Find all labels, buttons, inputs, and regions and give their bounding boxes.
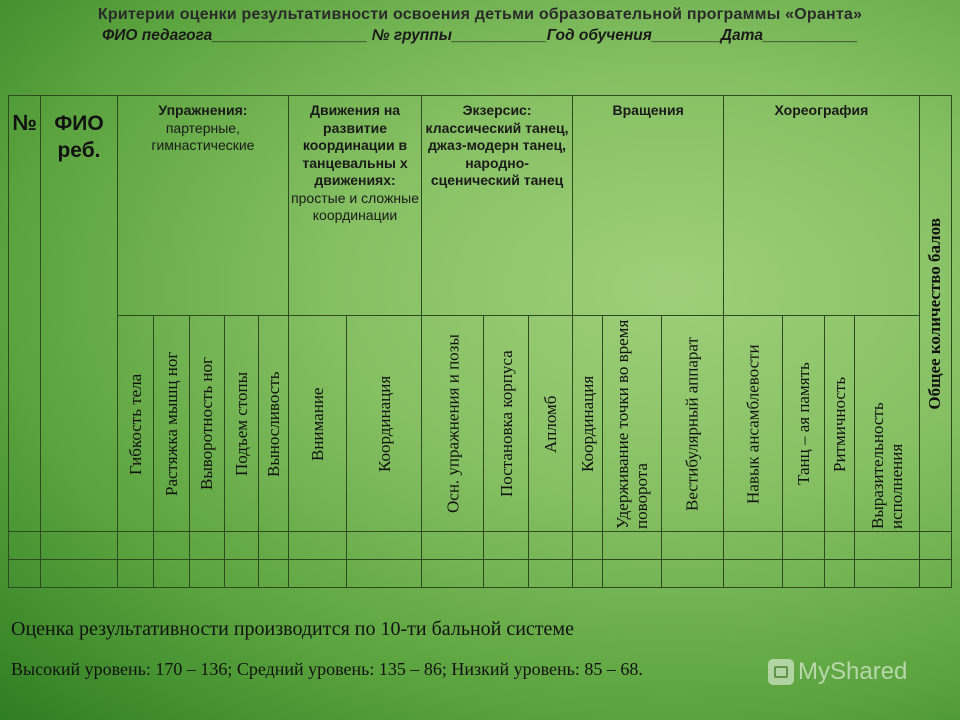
table-cell[interactable]	[258, 560, 288, 588]
table-cell[interactable]	[117, 532, 153, 560]
criteria-table	[8, 95, 952, 588]
subcol-header	[824, 316, 854, 532]
subcol-header	[224, 316, 258, 532]
table-cell[interactable]	[224, 560, 258, 588]
group-exercises-desc: партерные, гимнастические	[151, 119, 255, 153]
table-cell[interactable]	[661, 560, 723, 588]
table-cell[interactable]	[824, 560, 854, 588]
table-cell[interactable]	[289, 532, 347, 560]
watermark	[768, 658, 907, 686]
subcol-header	[661, 316, 723, 532]
subcol-label: Растяжка мышц ног	[162, 351, 182, 496]
subcol-label: Координация	[374, 375, 394, 472]
table-cell[interactable]	[9, 560, 41, 588]
table-cell[interactable]	[573, 560, 603, 588]
table-cell[interactable]	[422, 560, 484, 588]
table-cell[interactable]	[190, 560, 224, 588]
table-cell[interactable]	[782, 532, 824, 560]
table-cell[interactable]	[855, 560, 920, 588]
subcol-label: Осн. упражнения и позы	[443, 334, 463, 513]
subcol-label: Внимание	[308, 386, 328, 461]
table-row	[9, 532, 952, 560]
table-cell[interactable]	[289, 560, 347, 588]
table-cell[interactable]	[117, 560, 153, 588]
subcol-header	[573, 316, 603, 532]
subcol-label: Вестибулярный аппарат	[682, 336, 702, 511]
table-cell[interactable]	[484, 560, 528, 588]
subcol-header	[603, 316, 661, 532]
subcol-label: Ритмичность	[830, 375, 850, 472]
group-exercises-title: Упражнения:	[158, 102, 248, 118]
table-cell[interactable]	[41, 560, 118, 588]
levels-note: Высокий уровень: 170 – 136; Средний уровень: 135 – 86; Низкий уровень: 85 – 68.	[11, 659, 643, 679]
table-cell[interactable]	[484, 532, 528, 560]
myshared-logo-icon	[768, 659, 794, 685]
header	[0, 6, 960, 45]
subcol-label: Выразительность исполнения	[867, 401, 906, 529]
total-label: Общее количество балов	[925, 217, 945, 410]
group-coordination-title: Движения на развитие координации в танцевальны х движениях:	[302, 102, 408, 188]
table-cell[interactable]	[919, 532, 951, 560]
subcol-header	[782, 316, 824, 532]
subcol-header	[154, 316, 190, 532]
group-choreography-title: Хореография	[774, 102, 869, 118]
scoring-note: Оценка результативности производится по 10-ти бальной системе	[11, 618, 574, 640]
subcol-header	[724, 316, 782, 532]
subcol-header	[347, 316, 422, 532]
group-rotation-title: Вращения	[612, 102, 684, 118]
table-cell[interactable]	[603, 560, 661, 588]
table-row	[9, 560, 952, 588]
table-cell[interactable]	[661, 532, 723, 560]
table-cell[interactable]	[9, 532, 41, 560]
subcol-header	[190, 316, 224, 532]
group-exercise-title: Экзерсис: классический танец, джаз-модерн танец, народно-сценический танец	[425, 102, 569, 188]
subcol-header	[484, 316, 528, 532]
group-coordination-header	[289, 96, 422, 316]
subcol-label: Апломб	[540, 394, 560, 453]
group-exercises-header	[117, 96, 288, 316]
page-title: Критерии оценки результативности освоения детьми образовательной программы «Оранта»	[97, 6, 863, 23]
table-cell[interactable]	[855, 532, 920, 560]
table-cell[interactable]	[347, 560, 422, 588]
subcol-label: Постановка корпуса	[496, 350, 516, 497]
subcol-header	[528, 316, 572, 532]
group-coordination-desc: простые и сложные координации	[291, 189, 419, 223]
subcol-header	[289, 316, 347, 532]
subcol-label: Гибкость тела	[125, 372, 145, 475]
subcol-header	[117, 316, 153, 532]
table-cell[interactable]	[528, 560, 572, 588]
table-cell[interactable]	[190, 532, 224, 560]
table-cell[interactable]	[224, 532, 258, 560]
subcol-header	[258, 316, 288, 532]
table-cell[interactable]	[154, 560, 190, 588]
table-cell[interactable]	[573, 532, 603, 560]
group-choreography-header	[724, 96, 919, 316]
col-number-header: №	[9, 96, 41, 532]
subcol-label: Выворотность ног	[197, 357, 217, 490]
table-cell[interactable]	[258, 532, 288, 560]
subcol-label: Танц – ая память	[793, 362, 813, 485]
col-total-header	[919, 96, 951, 532]
table-cell[interactable]	[782, 560, 824, 588]
subcol-header	[855, 316, 920, 532]
table-cell[interactable]	[824, 532, 854, 560]
table-cell[interactable]	[724, 560, 782, 588]
table-cell[interactable]	[347, 532, 422, 560]
subcol-label: Координация	[578, 375, 598, 472]
group-rotation-header	[573, 96, 724, 316]
table-cell[interactable]	[422, 532, 484, 560]
subcol-header	[422, 316, 484, 532]
table-cell[interactable]	[154, 532, 190, 560]
table-cell[interactable]	[528, 532, 572, 560]
table-cell[interactable]	[41, 532, 118, 560]
table-cell[interactable]	[919, 560, 951, 588]
subcol-label: Подъем стопы	[231, 371, 251, 476]
table-cell[interactable]	[724, 532, 782, 560]
subcol-label: Выносливость	[263, 370, 283, 477]
table-cell[interactable]	[603, 532, 661, 560]
col-child-name-header: ФИО реб.	[41, 96, 118, 532]
subcol-label: Навык ансамблевости	[743, 343, 763, 504]
watermark-text: MyShared	[798, 658, 908, 685]
subcol-label: Удерживание точки во время поворота	[613, 319, 652, 529]
group-exercise-header	[422, 96, 573, 316]
form-fields-line: ФИО педагога__________________ № группы___________Год обучения________Дата___________	[102, 27, 858, 44]
